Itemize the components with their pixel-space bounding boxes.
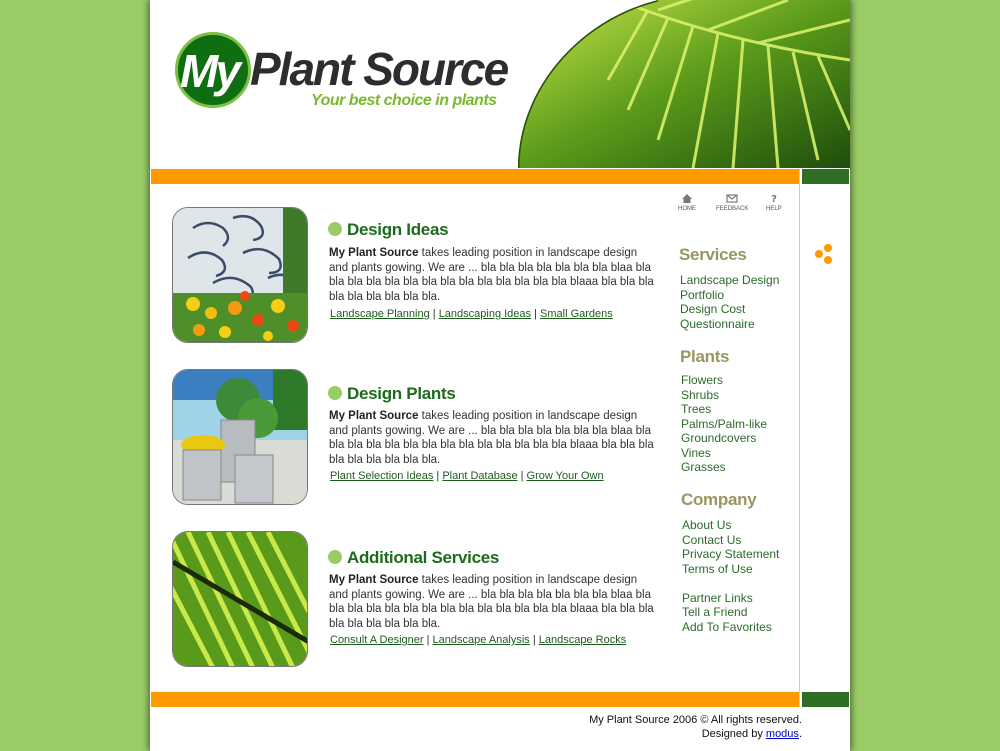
nav-help-label: HELP <box>766 206 782 212</box>
nav-feedback[interactable] <box>716 193 748 212</box>
section-title <box>328 384 456 404</box>
designer-link[interactable]: modus <box>765 728 799 740</box>
section-lead: My Plant Source <box>329 247 419 259</box>
header-palm-image <box>518 0 850 168</box>
section-title-text: Design Ideas <box>347 220 449 239</box>
section-title <box>328 548 499 568</box>
sidebar-list-plants <box>681 373 767 475</box>
nav-help[interactable] <box>766 193 782 212</box>
link-grow-your-own[interactable]: Grow Your Own <box>526 470 604 482</box>
footer <box>589 713 802 741</box>
sidebar-item-vines[interactable]: Vines <box>681 445 711 460</box>
link-consult-a-designer[interactable]: Consult A Designer <box>330 634 424 646</box>
sidebar-item-groundcovers[interactable]: Groundcovers <box>681 431 757 445</box>
sidebar-spacer <box>682 576 779 591</box>
question-icon <box>769 193 779 204</box>
logo-tagline: Your best choice in plants <box>311 92 497 109</box>
page-container <box>150 0 850 751</box>
link-plant-selection-ideas[interactable]: Plant Selection Ideas <box>330 470 434 482</box>
footer-designed-by: Designed by modus. <box>701 728 802 740</box>
section-body-text: takes leading position in landscape design and plants gowing. We are ... bla bla bla bla bla bla bla blaa bla bla bla bla bla bla bla bla bla bla bla bla bla bla blaaa bla bla bla bla bla bla bla bla bla. <box>329 574 654 630</box>
bottom-green-bar <box>802 692 849 707</box>
sidebar-item-about-us[interactable]: About Us <box>682 518 732 532</box>
section-links: Plant Selection Ideas | Plant Database | Grow Your Own <box>330 470 604 482</box>
sidebar-heading-services: Services <box>679 245 747 264</box>
section-body <box>329 573 659 631</box>
sidebar-item-partner-links[interactable]: Partner Links <box>682 590 753 605</box>
link-landscape-planning[interactable]: Landscape Planning <box>330 308 430 320</box>
sidebar-list-services <box>680 273 779 331</box>
envelope-icon <box>726 193 738 204</box>
section-body-text: takes leading position in landscape design and plants gowing. We are ... bla bla bla bla bla bla bla blaa bla bla bla bla bla bla bla bla bla bla bla bla bla bla blaaa bla bla bla bla bla bla bla bla bla. <box>329 410 654 466</box>
sidebar-item-contact-us[interactable]: Contact Us <box>682 532 742 547</box>
sidebar-heading-plants: Plants <box>680 347 730 366</box>
link-landscape-rocks[interactable]: Landscape Rocks <box>538 634 627 646</box>
nav-feedback-label: FEEDBACK <box>716 206 749 212</box>
section-body <box>329 246 659 304</box>
top-orange-bar <box>151 169 799 184</box>
sidebar-heading-company: Company <box>681 490 757 509</box>
sidebar-item-landscape-design[interactable]: Landscape Design <box>680 273 780 287</box>
section-lead: My Plant Source <box>329 410 419 422</box>
section-links: Landscape Planning | Landscaping Ideas | Small Gardens <box>330 308 613 320</box>
section-title <box>328 220 448 240</box>
link-landscape-analysis[interactable]: Landscape Analysis <box>432 634 530 646</box>
potted-plants-image <box>172 369 308 505</box>
sidebar-item-design-cost[interactable]: Design Cost <box>680 302 746 316</box>
garden-path-image <box>172 207 308 343</box>
top-green-bar <box>802 169 849 184</box>
sidebar-item-portfolio[interactable]: Portfolio <box>680 287 725 302</box>
orange-dots-icon <box>815 243 835 265</box>
sidebar-item-shrubs[interactable]: Shrubs <box>681 387 720 402</box>
link-small-gardens[interactable]: Small Gardens <box>540 308 613 320</box>
nav-home[interactable] <box>678 193 696 212</box>
sidebar-item-tell-a-friend[interactable]: Tell a Friend <box>682 605 748 619</box>
sidebar-item-grasses[interactable]: Grasses <box>681 460 726 474</box>
section-links: Consult A Designer | Landscape Analysis | Landscape Rocks <box>330 634 627 646</box>
sidebar-item-trees[interactable]: Trees <box>681 402 712 416</box>
footer-designed-label: Designed by <box>701 728 766 740</box>
sidebar-item-privacy-statement[interactable]: Privacy Statement <box>682 547 780 561</box>
sidebar-item-add-to-favorites[interactable]: Add To Favorites <box>682 619 772 634</box>
link-landscaping-ideas[interactable]: Landscaping Ideas <box>438 308 532 320</box>
section-body-text: takes leading position in landscape design and plants gowing. We are ... bla bla bla bla bla bla bla blaa bla bla bla bla bla bla bla bla bla bla bla bla bla bla blaaa bla bla bla bla bla bla bla bla bla. <box>329 247 654 303</box>
footer-copyright: My Plant Source 2006 © All rights reserved. <box>589 714 802 726</box>
nav-home-label: HOME <box>678 206 696 212</box>
column-divider <box>799 169 800 707</box>
logo-title: Plant Source <box>250 43 508 95</box>
section-title-text: Additional Services <box>347 548 500 567</box>
bullet-icon <box>328 222 342 236</box>
bullet-icon <box>328 550 342 564</box>
section-lead: My Plant Source <box>329 574 419 586</box>
section-title-text: Design Plants <box>347 384 456 403</box>
sidebar-item-questionnaire[interactable]: Questionnaire <box>680 316 755 331</box>
link-plant-database[interactable]: Plant Database <box>442 470 518 482</box>
bullet-icon <box>328 386 342 400</box>
palm-leaf-image <box>172 531 308 667</box>
logo-my: My <box>180 45 238 97</box>
sidebar-item-flowers[interactable]: Flowers <box>681 373 724 387</box>
section-body <box>329 409 659 467</box>
sidebar-item-palms[interactable]: Palms/Palm-like <box>681 416 768 431</box>
sidebar-list-company <box>682 518 779 634</box>
bottom-orange-bar <box>151 692 799 707</box>
home-icon <box>681 193 693 204</box>
sidebar-item-terms-of-use[interactable]: Terms of Use <box>682 561 753 576</box>
svg-text:?: ? <box>770 194 777 204</box>
